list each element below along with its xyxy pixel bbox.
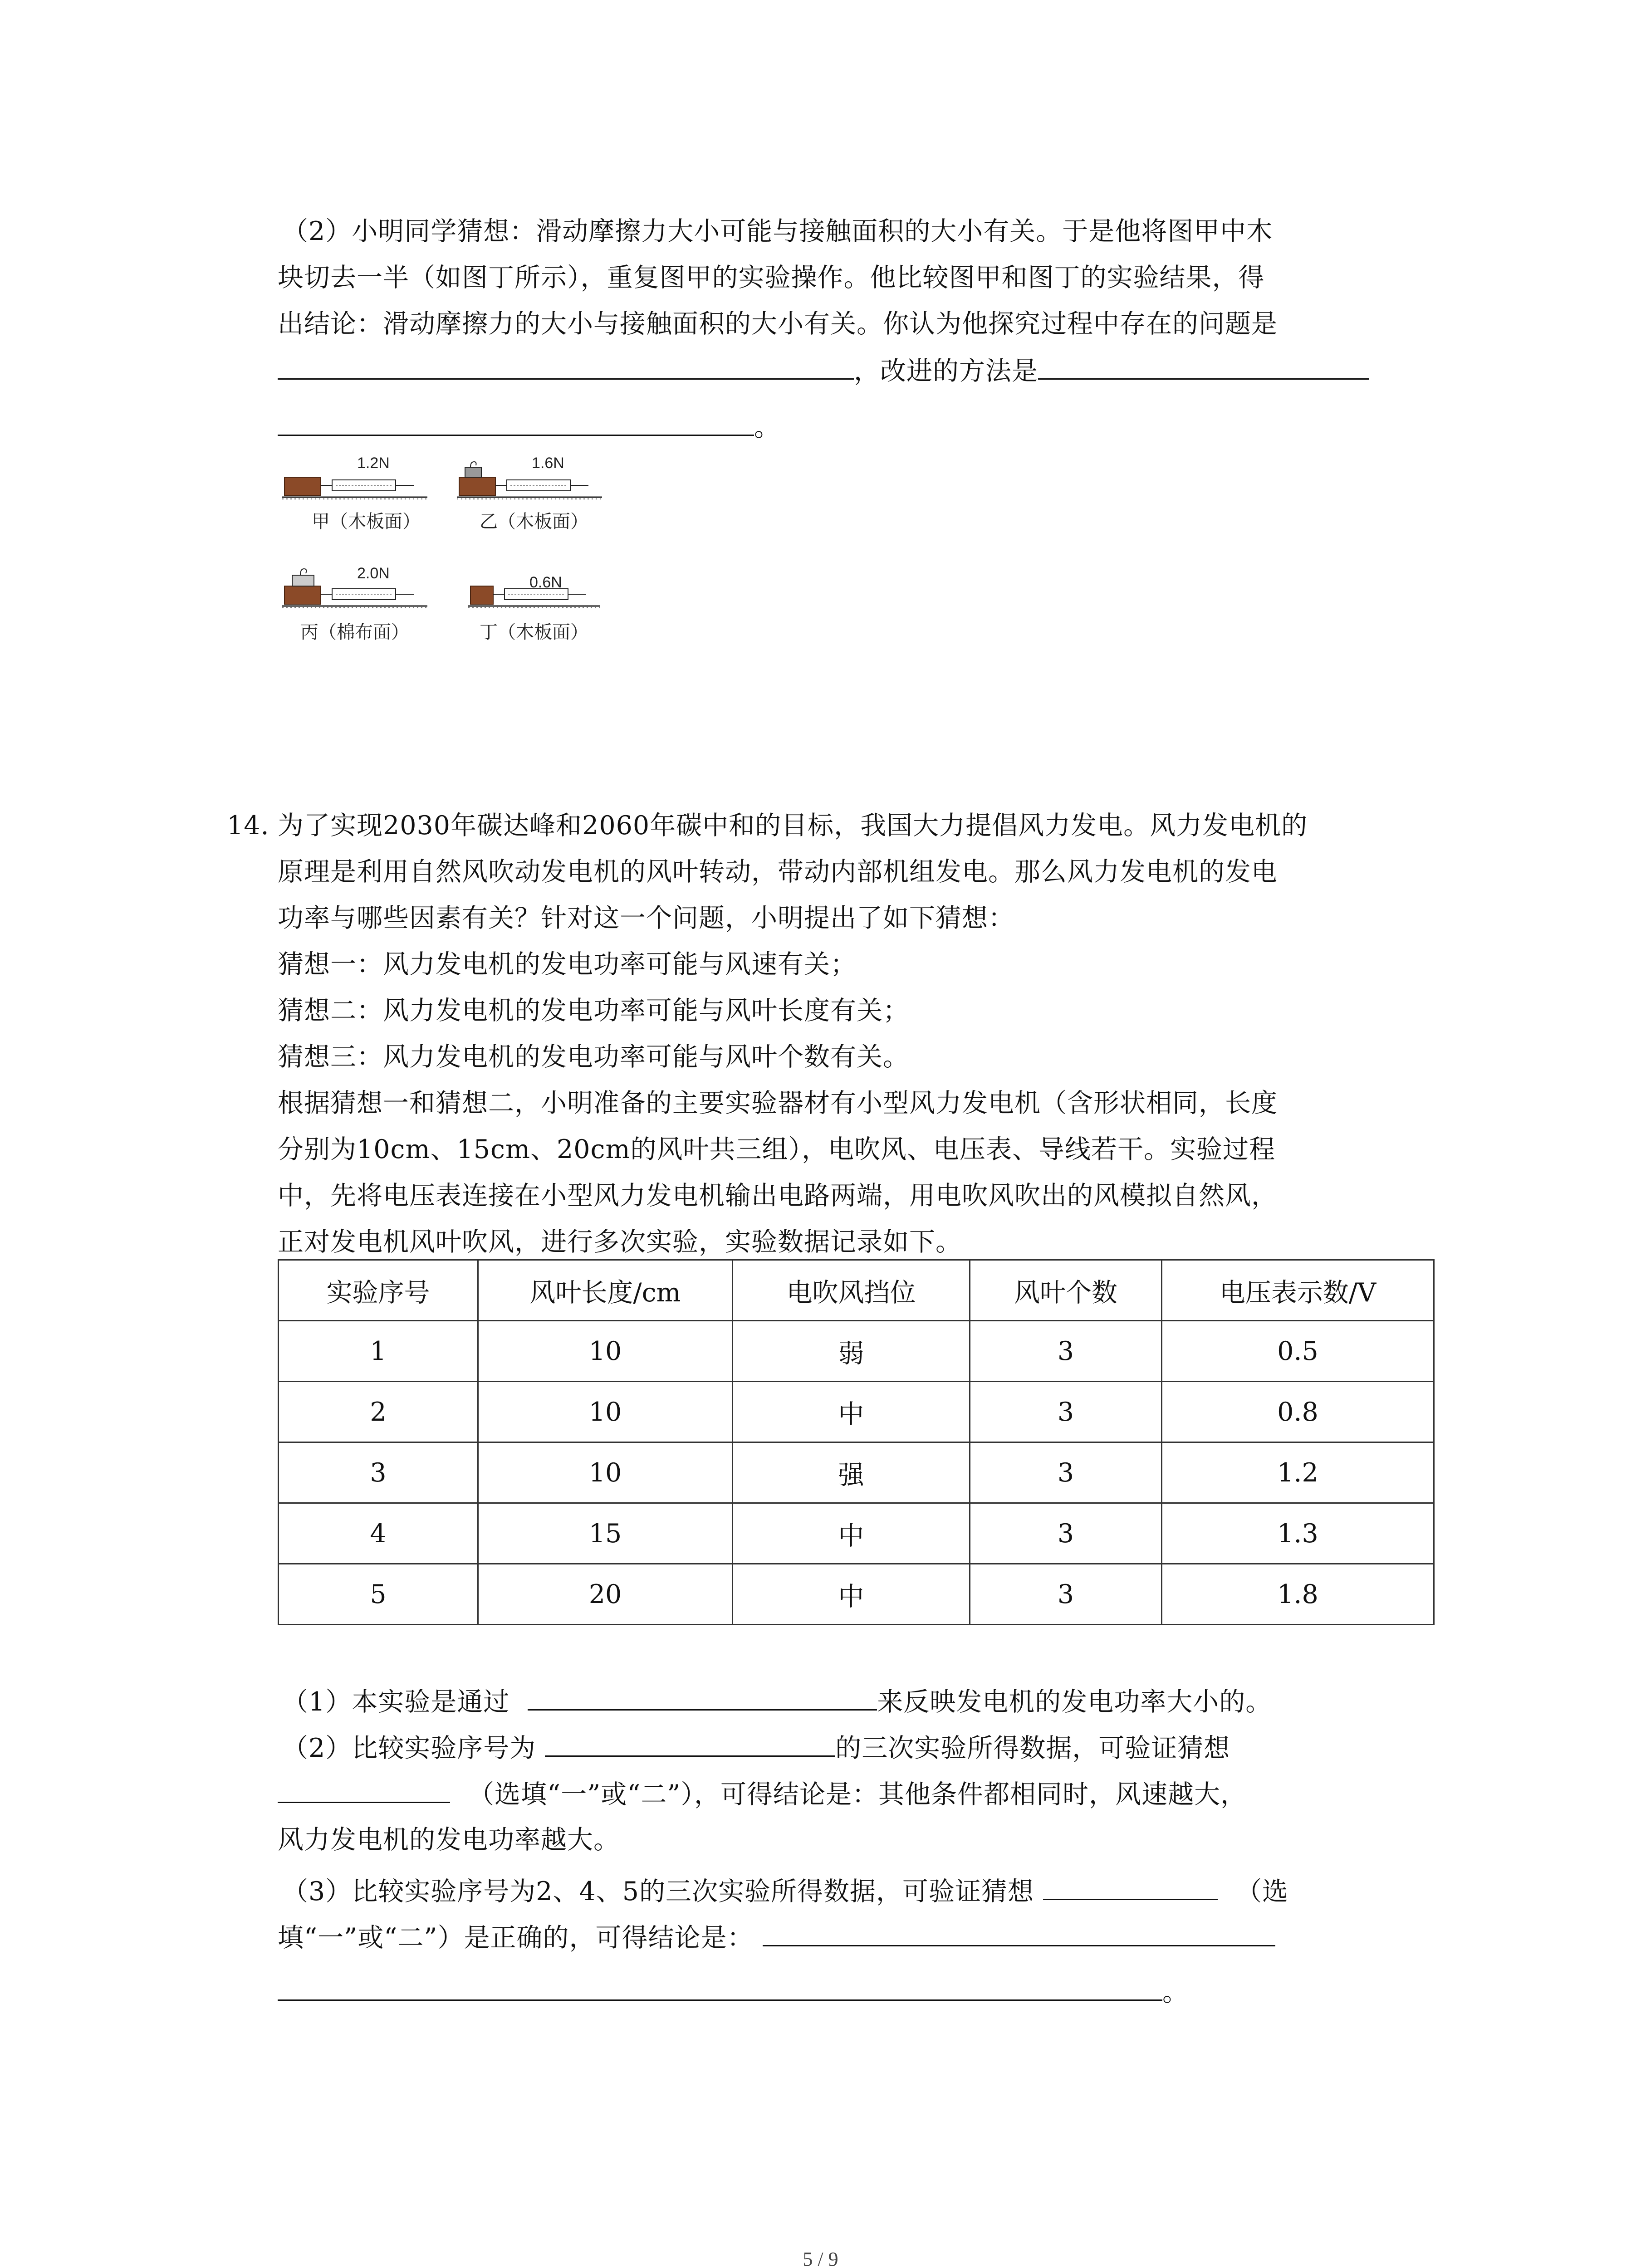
table-cell: 15 (478, 1503, 733, 1564)
method-answer-blank[interactable] (1038, 352, 1369, 380)
part1-answer-blank[interactable] (528, 1683, 877, 1711)
table-cell: 中 (733, 1382, 970, 1442)
table-row (279, 1382, 1434, 1442)
figure-bing-force: 2.0N (357, 565, 390, 582)
table-cell: 10 (478, 1382, 733, 1442)
q14-number: 14. (227, 811, 269, 841)
table-cell: 强 (733, 1442, 970, 1503)
q13-part2-line2: 块切去一半（如图丁所示），重复图甲的实验操作。他比较图甲和图丁的实验结果，得 (278, 263, 1265, 293)
part3-conclusion-blank[interactable] (763, 1919, 1275, 1946)
q14-line: 猜想一：风力发电机的发电功率可能与风速有关； (278, 949, 857, 979)
q14-part1 (282, 1683, 1272, 1720)
figure-jia-label: 甲（木板面） (312, 511, 421, 532)
period: 。 (754, 412, 780, 442)
part2-guess-blank[interactable] (278, 1775, 450, 1803)
q14-part3-cont (278, 1919, 1275, 1956)
q14-line: 分别为10cm、15cm、20cm的风叶共三组），电吹风、电压表、导线若干。实验过程 (278, 1134, 1276, 1164)
part1-prompt: （1）本实验是通过 (282, 1687, 510, 1717)
part3-guess-blank[interactable] (1043, 1872, 1218, 1900)
q14-line: 原理是利用自然风吹动发电机的风叶转动，带动内部机组发电。那么风力发电机的发电 (278, 857, 1278, 887)
part3-conclusion-blank-cont[interactable] (278, 1973, 1162, 2001)
q14-part3-end (278, 1973, 1189, 2010)
friction-figure (278, 449, 622, 662)
table-header-cell: 风叶长度/cm (478, 1260, 733, 1321)
part2-prompt: （2）比较实验序号为 (282, 1733, 536, 1763)
table-cell: 1 (279, 1321, 478, 1382)
figure-ding-force: 0.6N (529, 574, 562, 591)
table-cell: 中 (733, 1503, 970, 1564)
part1-prompt-end: 来反映发电机的发电功率大小的。 (877, 1687, 1272, 1717)
table-cell: 20 (478, 1564, 733, 1625)
table-row (279, 1564, 1434, 1625)
table-cell: 3 (970, 1564, 1162, 1625)
q14-line: 功率与哪些因素有关？针对这一个问题，小明提出了如下猜想： (278, 903, 1014, 933)
q13-part2-line5 (278, 408, 780, 445)
q14-line: 为了实现2030年碳达峰和2060年碳中和的目标，我国大力提倡风力发电。风力发电机的 (278, 811, 1308, 841)
table-row (279, 1442, 1434, 1503)
figure-bing-label: 丙（棉布面） (300, 622, 409, 643)
part3-prompt-mid: （选 (1236, 1877, 1289, 1906)
problem-answer-blank[interactable] (278, 352, 854, 380)
table-cell: 0.5 (1162, 1321, 1434, 1382)
table-cell: 1.3 (1162, 1503, 1434, 1564)
q14-part2 (282, 1729, 1230, 1766)
table-cell: 中 (733, 1564, 970, 1625)
q14-part3 (282, 1872, 1288, 1910)
part2-prompt-tail: （选填“一”或“二”），可得结论是：其他条件都相同时，风速越大， (468, 1779, 1247, 1809)
q13-part2-line3: 出结论：滑动摩擦力的大小与接触面积的大小有关。你认为他探究过程中存在的问题是 (278, 309, 1278, 339)
table-header-cell: 电压表示数/V (1162, 1260, 1434, 1321)
figure-yi-label: 乙（木板面） (480, 511, 588, 532)
table-cell: 3 (970, 1321, 1162, 1382)
part2-prompt-mid: 的三次实验所得数据，可验证猜想 (835, 1733, 1230, 1763)
table-row (279, 1321, 1434, 1382)
figure-ding-label: 丁（木板面） (480, 622, 588, 643)
experiment-data-table (278, 1259, 1435, 1625)
q14-part2-cont (278, 1775, 1247, 1813)
table-header-cell: 实验序号 (279, 1260, 478, 1321)
table-cell: 3 (970, 1503, 1162, 1564)
q14-line: 猜想二：风力发电机的发电功率可能与风叶长度有关； (278, 996, 909, 1026)
table-cell: 弱 (733, 1321, 970, 1382)
part3-prompt: （3）比较实验序号为2、4、5的三次实验所得数据，可验证猜想 (282, 1877, 1034, 1906)
table-cell: 5 (279, 1564, 478, 1625)
table-cell: 10 (478, 1442, 733, 1503)
q14-line: 正对发电机风叶吹风，进行多次实验，实验数据记录如下。 (278, 1227, 962, 1257)
table-cell: 1.2 (1162, 1442, 1434, 1503)
q14-line: 猜想三：风力发电机的发电功率可能与风叶个数有关。 (278, 1042, 909, 1072)
table-header-row (279, 1260, 1434, 1321)
method-prompt: ，改进的方法是 (854, 356, 1038, 386)
table-cell: 2 (279, 1382, 478, 1442)
figure-jia-force: 1.2N (357, 455, 390, 472)
table-cell: 3 (970, 1382, 1162, 1442)
figure-yi-force: 1.6N (532, 455, 564, 472)
table-row (279, 1503, 1434, 1564)
q14-line: 根据猜想一和猜想二，小明准备的主要实验器材有小型风力发电机（含形状相同，长度 (278, 1088, 1278, 1118)
period: 。 (1162, 1977, 1189, 2007)
table-header-cell: 风叶个数 (970, 1260, 1162, 1321)
table-cell: 1.8 (1162, 1564, 1434, 1625)
table-cell: 10 (478, 1321, 733, 1382)
table-cell: 3 (279, 1442, 478, 1503)
q14-line: 中，先将电压表连接在小型风力发电机输出电路两端，用电吹风吹出的风模拟自然风， (278, 1181, 1278, 1211)
table-cell: 3 (970, 1442, 1162, 1503)
method-answer-blank-cont[interactable] (278, 408, 754, 436)
page-number: 5 / 9 (803, 2248, 838, 2268)
table-cell: 0.8 (1162, 1382, 1434, 1442)
q14-part2-end: 风力发电机的发电功率越大。 (278, 1825, 620, 1855)
part2-sequence-blank[interactable] (545, 1729, 835, 1757)
table-cell: 4 (279, 1503, 478, 1564)
q13-part2-line4 (278, 352, 1369, 389)
table-header-cell: 电吹风挡位 (733, 1260, 970, 1321)
q13-part2-line1: （2）小明同学猜想：滑动摩擦力大小可能与接触面积的大小有关。于是他将图甲中木 (282, 216, 1273, 246)
part3-prompt-tail: 填“一”或“二”）是正确的，可得结论是： (278, 1923, 754, 1953)
